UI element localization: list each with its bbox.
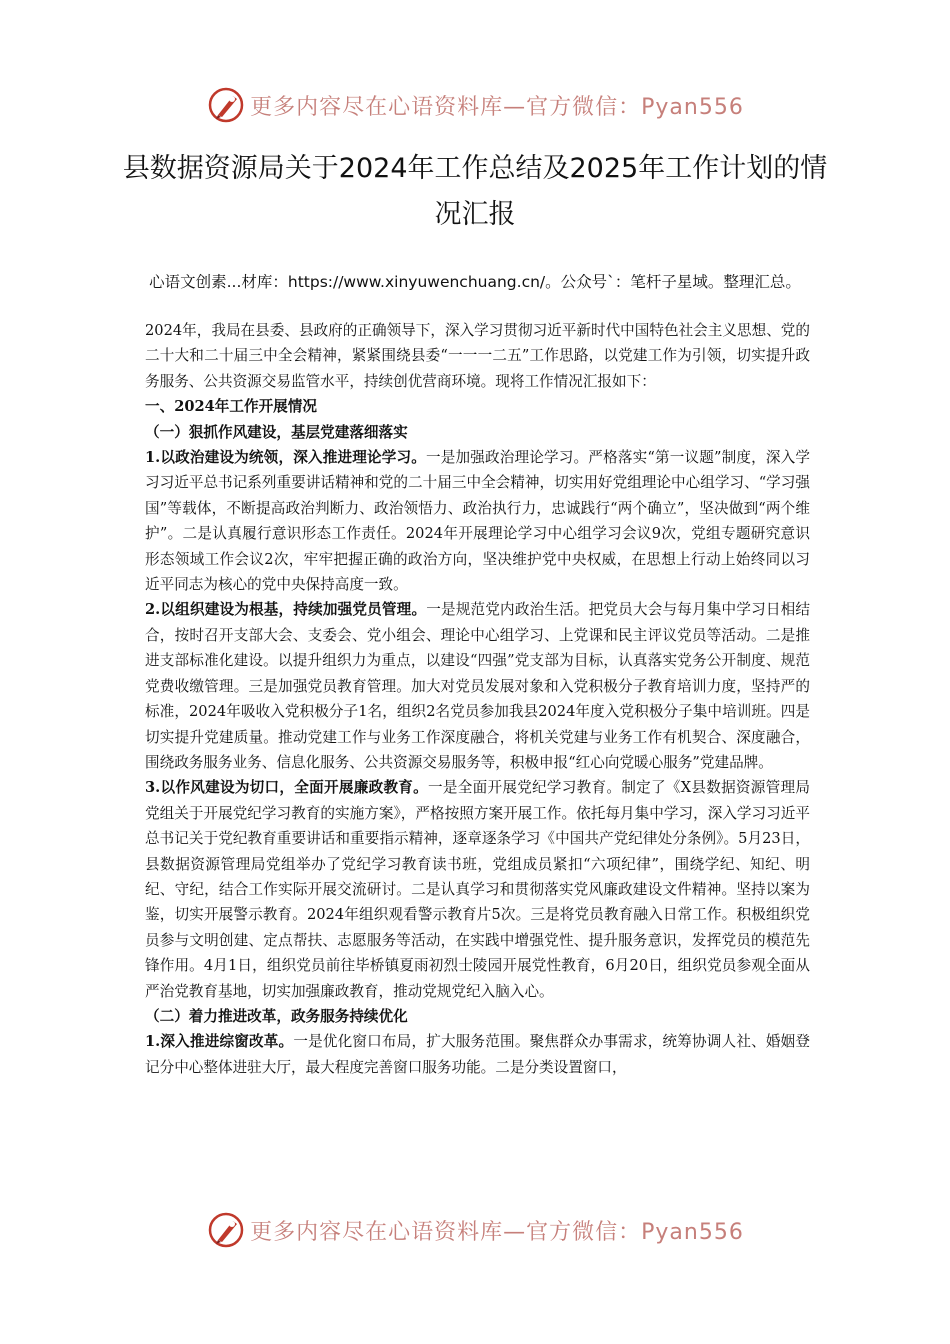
watermark-text: 更多内容尽在心语资料库—官方微信：Pyan556: [250, 1219, 744, 1245]
watermark-banner-bottom: [0, 1205, 950, 1255]
paragraph: 3.以作风建设为切口，全面开展廉政教育。一是全面开展党纪学习教育。制定了《X县数据资源管理局党组关于开展党纪学习教育的实施方案》，严格按照方案开展工作。依托每月集中学习，深入学习习近平总书记关于党纪教育重要讲话和重要指示精神，逐章逐条学习《中国共产党纪律处分条例》。5月23日，县数据资源管理局党组举办了党纪学习教育读书班，党组成员紧扣“六项纪律”，围绕学纪、知纪、明纪、守纪，结合工作实际开展交流研讨。二是认真学习和贯彻落实党风廉政建设文件精神。坚持以案为鉴，切实开展警示教育。2024年组织观看警示教育片5次。三是将党员教育融入日常工作。积极组织党员参与文明创建、定点帮扶、志愿服务等活动，在实践中增强党性、提升服务意识，发挥党员的模范先锋作用。4月1日，组织党员前往毕桥镇夏雨初烈士陵园开展党性教育，6月20日，组织党员参观全面从严治党教育基地，切实加强廉政教育，推动党规党纪入脑入心。: [145, 779, 810, 1000]
paragraph: 1.以政治建设为统领，深入推进理论学习。一是加强政治理论学习。严格落实“第一议题”制度，深入学习习近平总书记系列重要讲话精神和党的二十届三中全会精神，切实用好党组理论中心组学习、“学习强国”等载体，不断提高政治判断力、政治领悟力、政治执行力，忠诚践行“两个确立”，坚决做到“两个维护”。二是认真履行意识形态工作责任。2024年开展理论学习中心组学习会议9次，党组专题研究意识形态领域工作会议2次，牢牢把握正确的政治方向，坚决维护党中央权威，在思想上行动上始终同以习近平同志为核心的党中央保持高度一致。: [145, 449, 810, 594]
section-heading: 一、2024年工作开展情况: [145, 398, 317, 416]
watermark-text: 更多内容尽在心语资料库—官方微信：Pyan556: [250, 94, 744, 120]
document-title: 县数据资源局关于2024年工作总结及2025年工作计划的情况汇报: [122, 153, 828, 230]
pen-logo-icon: [206, 85, 246, 125]
document-subtitle: 心语文创素...材库：https://www.xinyuwenchuang.cn/。公众号`：笔杆子星域。整理汇总。: [149, 273, 801, 291]
subsection-heading: （二）着力推进改革，政务服务持续优化: [145, 1007, 408, 1025]
document-body: [145, 318, 810, 1080]
pen-logo-icon: [206, 1210, 246, 1250]
paragraph: 2.以组织建设为根基，持续加强党员管理。一是规范党内政治生活。把党员大会与每月集中学习日相结合，按时召开支部大会、支委会、党小组会、理论中心组学习、上党课和民主评议党员等活动。二是推进支部标准化建设。以提升组织力为重点，以建设“四强”党支部为目标，认真落实党务公开制度、规范党费收缴管理。三是加强党员教育管理。加大对党员发展对象和入党积极分子教育培训力度，坚持严的标准，2024年吸收入党积极分子1名，组织2名党员参加我县2024年度入党积极分子集中培训班。四是切实提升党建质量。推动党建工作与业务工作深度融合，将机关党建与业务工作有机契合、深度融合，围绕政务服务业务、信息化服务、公共资源交易服务等，积极申报“红心向党暖心服务”党建品牌。: [145, 601, 810, 771]
paragraph: 2024年，我局在县委、县政府的正确领导下，深入学习贯彻习近平新时代中国特色社会主义思想、党的二十大和二十届三中全会精神，紧紧围绕县委“一一一二五”工作思路，以党建工作为引领，切实提升政务服务、公共资源交易监管水平，持续创优营商环境。现将工作情况汇报如下：: [145, 322, 810, 390]
subsection-heading: （一）狠抓作风建设，基层党建落细落实: [145, 423, 408, 441]
paragraph: 1.深入推进综窗改革。一是优化窗口布局，扩大服务范围。聚焦群众办事需求，统筹协调人社、婚姻登记分中心整体进驻大厅，最大程度完善窗口服务功能。二是分类设置窗口，: [145, 1033, 810, 1076]
watermark-banner-top: [0, 80, 950, 130]
